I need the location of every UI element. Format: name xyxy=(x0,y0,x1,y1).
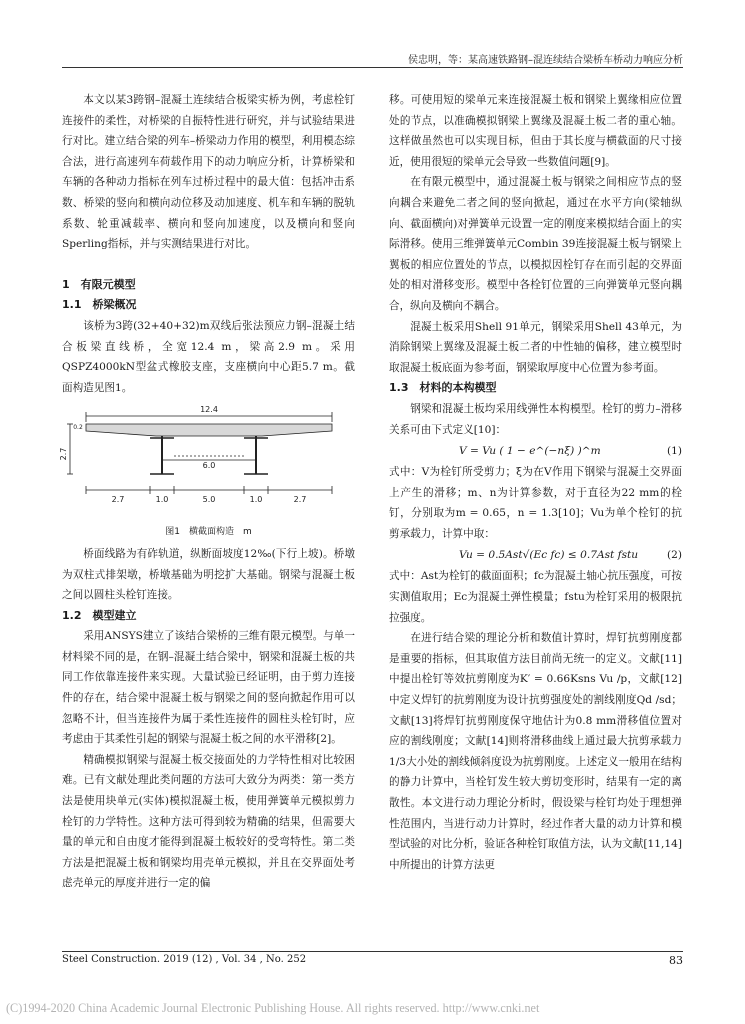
right-column xyxy=(389,90,682,875)
interface-modeling-paragraph: 精确模拟钢梁与混凝土板交接面处的力学特性相对比较困难。已有文献处理此类问题的方法可大致分为两类：第一类方法是使用块单元(实体)模拟混凝土板，使用弹簧单元模拟剪力栓钉的力学特性。这种方法可得到较为精确的结果，但需要大量的单元和自由度才能得到混凝土板较好的受弯特性。第二类方法是把混凝土板和钢梁均用壳单元模拟，并且在交界面处考虑壳单元的厚度并进行一定的偏 xyxy=(62,753,355,890)
journal-citation: Steel Construction. 2019 (12) , Vol. 34 , No. 252 xyxy=(62,954,307,965)
equation-1-number: (1) xyxy=(666,445,682,458)
label-center-width: 6.0 xyxy=(202,461,216,471)
constitutive-intro-paragraph: 钢梁和混凝土板均采用线弹性本构模型。栓钉的剪力–滑移关系可由下式定义[10]： xyxy=(389,402,682,436)
figure-1-caption: 图1 横截面构造 m xyxy=(165,526,252,537)
section-1-2-heading: 1.2 模型建立 xyxy=(62,608,137,622)
figure-1 xyxy=(59,398,355,540)
left-column xyxy=(59,90,355,894)
footer-rule xyxy=(62,951,683,952)
cross-section-diagram xyxy=(59,398,355,516)
label-top-width: 12.4 xyxy=(200,405,218,415)
label-seg-c: 5.0 xyxy=(202,495,216,505)
deck-description-paragraph: 桥面线路为有砟轨道，纵断面坡度12‰(下行上坡)。桥墩为双柱式排架墩，桥墩基础为明挖扩大基础。钢梁与混凝土板之间以圆柱头栓钉连接。 xyxy=(62,547,355,602)
label-seg-d: 1.0 xyxy=(249,495,263,505)
equation-1 xyxy=(389,440,682,462)
section-1-heading: 1 有限元模型 xyxy=(62,277,136,291)
stud-stiffness-paragraph: 在进行结合梁的理论分析和数值计算时，焊钉抗剪刚度都是重要的指标，但其取值方法目前尚无统一的定义。文献[11]中提出栓钉等效抗剪刚度为K′ = 0.66Ksns Vu /p，文献[12]中定义焊钉的抗剪刚度为设计抗剪强度处的割线刚度Qd /sd；文献[13]将焊钉抗剪刚度保守地估计为0.8 mm滑移值位置对应的割线刚度；文献[14]则将滑移曲线上通过最大抗剪承载力1/3大小处的割线倾斜度设为抗剪刚度。上述定义一般用在结构的静力计算中，当栓钉发生较大剪切变形时，结果有一定的离散性。本文进行动力理论分析时，假设梁与栓钉均处于理想弹性范围内，当进行动力计算时，经过作者大量的动力计算和模型试验的对比分析，验证各种栓钉取值方法，认为文献[11,14]中所提出的计算方法更 xyxy=(389,632,682,871)
equation-2-body: Vu = 0.5Ast√(Ec fc) ≤ 0.7Ast fstu xyxy=(459,549,639,562)
page-number: 83 xyxy=(669,954,683,967)
section-1-3-heading: 1.3 材料的本构模型 xyxy=(389,381,497,395)
equation-1-body: V = Vu ( 1 − e^(−nξ) )^m xyxy=(459,445,601,458)
copyright-notice: (C)1994-2020 China Academic Journal Electronic Publishing House. All rights reserved. http://www.cnki.net xyxy=(6,1001,540,1015)
label-height-total: 2.7 xyxy=(59,447,68,461)
equation-2-explanation: 式中：Ast为栓钉的截面面积；fc为混凝土轴心抗压强度，可按实测值取用；Ec为混凝土弹性模量；fstu为栓钉采用的极限抗拉强度。 xyxy=(389,570,682,624)
equation-2-number: (2) xyxy=(666,549,682,562)
concrete-slab xyxy=(86,424,332,436)
running-header: 侯忠明，等：某高速铁路钢–混连续结合梁桥车桥动力响应分析 xyxy=(408,55,683,66)
label-seg-a: 2.7 xyxy=(111,495,125,505)
coupling-paragraph: 在有限元模型中，通过混凝土板与钢梁之间相应节点的竖向耦合来避免二者之间的竖向掀起，通过在水平方向(梁轴纵向、截面横向)对弹簧单元设置一定的刚度来模拟结合面上的实际滑移。使用三维弹簧单元Combin 39连接混凝土板与钢梁上翼板的相应位置处的节点，以模拟因栓钉存在而引起的交界面处的相对滑移变形。模型中各栓钉位置的三向弹簧单元竖向耦合，纵向及横向不耦合。 xyxy=(389,176,682,312)
equation-2 xyxy=(389,544,682,566)
bridge-overview-paragraph: 该桥为3跨(32+40+32)m双线后张法预应力钢–混凝土结合板梁直线桥，全宽12.4 m，梁高2.9 m。采用QSPZ4000kN型盆式橡胶支座，支座横向中心距5.7 m。截面构造见图1。 xyxy=(62,319,355,394)
shell-element-paragraph: 混凝土板采用Shell 91单元，钢梁采用Shell 43单元，为消除钢梁上翼缘及混凝土板二者的中性轴的偏移，建立模型时取混凝土板底面为参考面，钢梁取厚度中心位置为参考面。 xyxy=(389,320,682,374)
continued-paragraph: 移。可使用短的梁单元来连接混凝土板和钢梁上翼缘相应位置处的节点，以准确模拟钢梁上翼缘及混凝土板二者的重心轴。这样做虽然也可以实现目标，但由于其长度与横截面的尺寸接近，使用很短的梁单元会导致一些数值问题[9]。 xyxy=(389,94,682,168)
header-rule xyxy=(62,67,683,68)
model-building-paragraph: 采用ANSYS建立了该结合梁桥的三维有限元模型。与单一材料梁不同的是，在钢–混凝土结合梁中，钢梁和混凝土板的共同工作依靠连接件来实现。大量试验已经证明，由于剪力连接件的存在，结合梁中混凝土板与钢梁之间的竖向掀起作用可以忽略不计，但当连接件为属于柔性连接件的圆柱头栓钉时，应考虑由于其柔性引起的钢梁与混凝土板之间的水平滑移[2]。 xyxy=(62,630,355,746)
label-seg-e: 2.7 xyxy=(293,495,307,505)
equation-1-explanation: 式中：V为栓钉所受剪力；ξ为在V作用下钢梁与混凝土交界面上产生的滑移；m、n为计算参数，对于直径为22 mm的栓钉，分别取为m = 0.65，n = 1.3[10]；Vu为单个栓钉的抗剪承载力，计算中取： xyxy=(389,466,682,540)
label-height-slab: 0.2 xyxy=(73,424,83,432)
intro-paragraph: 本文以某3跨钢–混凝土连续结合板梁实桥为例，考虑栓钉连接件的柔性，对桥梁的自振特性进行研究，并与试验结果进行对比。建立结合梁的列车–桥梁动力作用的模型，利用模态综合法，进行高速列车荷载作用下的动力响应分析，计算桥梁和车辆的各种动力指标在列车过桥过程中的最大值：包括冲击系数、桥梁的竖向和横向动位移及动加速度、机车和车辆的脱轨系数、轮重减载率、横向和竖向加速度，以及横向和竖向Sperling指标，并与实测结果进行对比。 xyxy=(62,94,355,251)
label-seg-b: 1.0 xyxy=(155,495,169,505)
section-1-1-heading: 1.1 桥梁概况 xyxy=(62,298,137,312)
